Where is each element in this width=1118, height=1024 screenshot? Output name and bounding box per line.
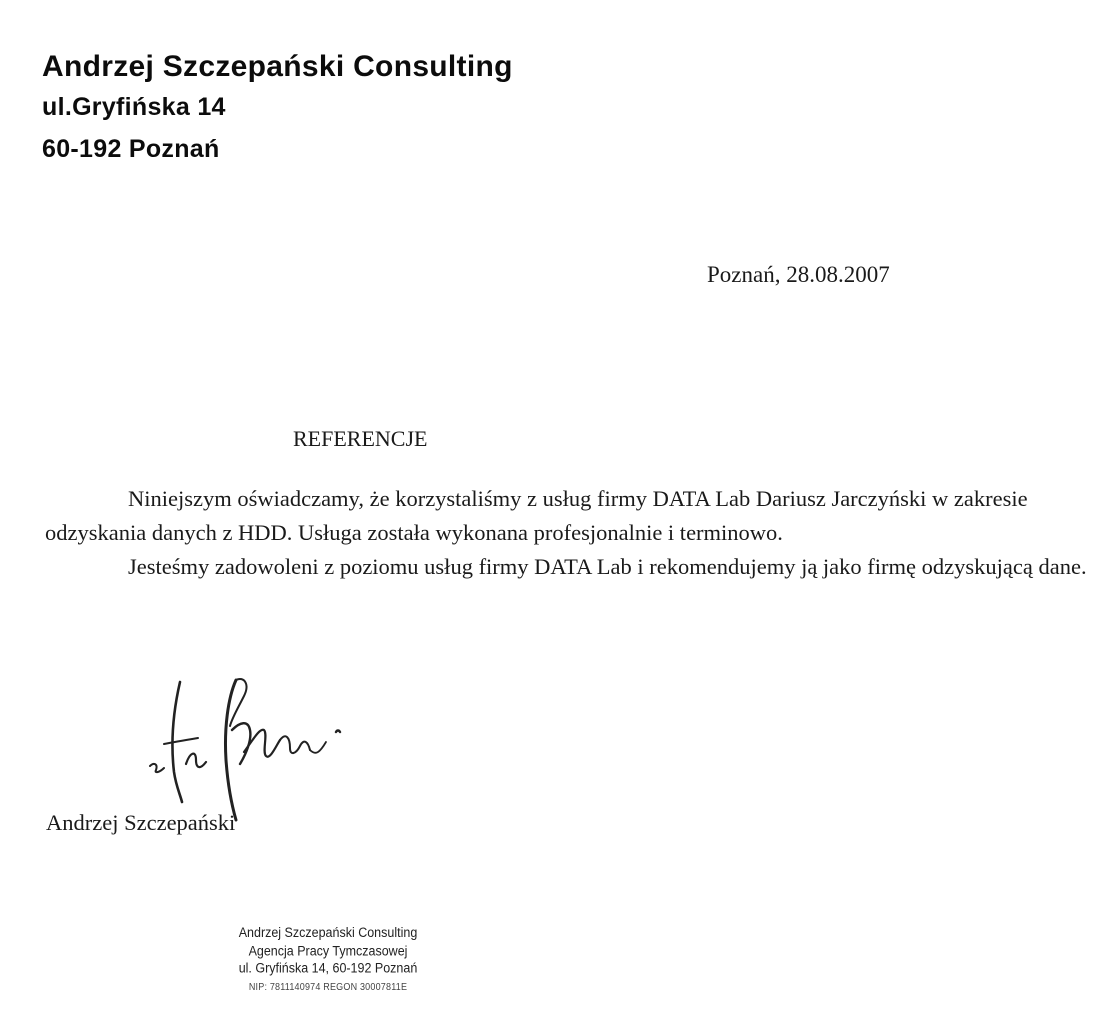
company-city: 60-192 Poznań [42,135,220,163]
body-paragraph-1: Niniejszym oświadczamy, że korzystaliśmy z usług firmy DATA Lab Dariusz Jarczyński w zakresie odzyskania danych z HDD. Usługa została wykonana profesjonalnie i terminowo. [45,486,1028,545]
company-stamp [198,924,458,995]
date-line: Poznań, 28.08.2007 [707,262,890,287]
letterhead [42,48,513,170]
stamp-address-line: ul. Gryfińska 14, 60-192 Poznań [238,960,418,976]
handwritten-signature [140,668,360,828]
stamp-tax-ids-line: NIP: 7811140974 REGON 30007811E [248,980,408,992]
body-paragraph-2: Jesteśmy zadowoleni z poziomu usług firmy DATA Lab i rekomendujemy ją jako firmę odzyskującą dane. [128,554,1087,579]
company-street: ul.Gryfińska 14 [42,93,226,121]
signer-name: Andrzej Szczepański [46,810,236,835]
document-title: REFERENCJE [293,426,428,451]
stamp-agency-line: Agencja Pracy Tymczasowej [248,942,408,959]
letter-body [45,482,1097,584]
stamp-company-line: Andrzej Szczepański Consulting [238,925,418,941]
company-name: Andrzej Szczepański Consulting [42,50,513,83]
